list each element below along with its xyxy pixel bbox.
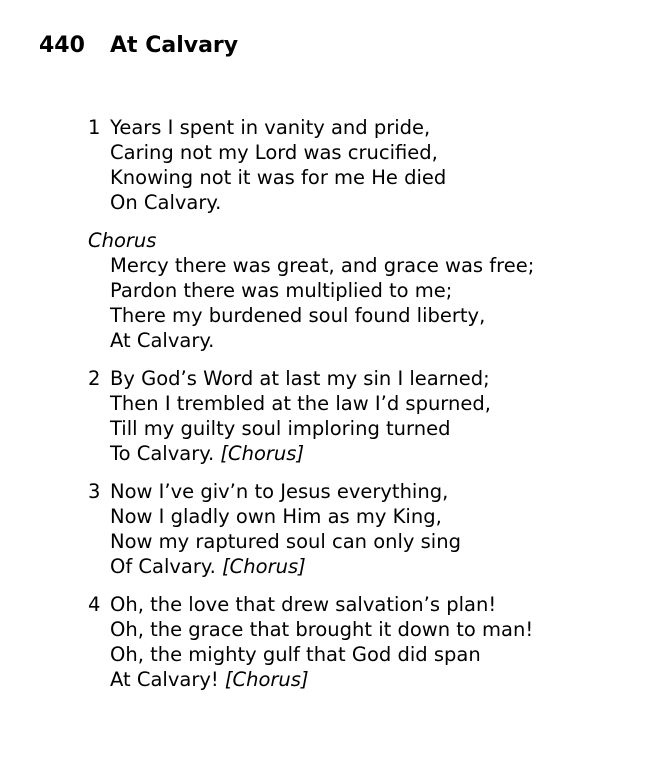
stanza-line: Knowing not it was for me He died <box>110 166 447 189</box>
chorus-reference: [Chorus] <box>224 668 309 691</box>
stanza-line: Oh, the love that drew salvation’s plan! <box>110 593 497 616</box>
chorus-line: At Calvary. <box>110 329 215 352</box>
stanza-number: 3 <box>88 480 101 503</box>
stanza-line-text: At Calvary! <box>110 668 219 691</box>
chorus-line: Pardon there was multiplied to me; <box>110 279 453 302</box>
stanza-number: 2 <box>88 367 101 390</box>
chorus-line: Mercy there was great, and grace was free; <box>110 254 535 277</box>
chorus-reference: [Chorus] <box>220 442 305 465</box>
chorus-reference: [Chorus] <box>222 555 306 578</box>
stanza-number: 1 <box>88 116 101 139</box>
stanza-line: On Calvary. <box>110 191 222 214</box>
stanza-lines <box>110 479 461 579</box>
stanza-line: Years I spent in vanity and pride, <box>110 116 431 139</box>
stanza-lines <box>110 592 533 692</box>
stanza-lines <box>110 115 446 215</box>
stanza-line <box>110 441 491 466</box>
stanza-number: 4 <box>88 593 101 616</box>
stanza-line <box>110 667 533 692</box>
stanza-line: Oh, the grace that brought it down to man! <box>110 618 534 641</box>
stanza-line: By God’s Word at last my sin I learned; <box>110 367 490 390</box>
stanza-3 <box>88 479 534 579</box>
stanza-line: Till my guilty soul imploring turned <box>110 417 451 440</box>
stanza-1 <box>88 115 534 215</box>
stanza-line: Now I gladly own Him as my King, <box>110 505 442 528</box>
hymn-number: 440 <box>39 33 85 58</box>
hymn-header <box>39 33 238 58</box>
stanza-line: Oh, the mighty gulf that God did span <box>110 643 481 666</box>
stanza-line-text: Of Calvary. <box>110 555 216 578</box>
stanza-line: Now I’ve giv’n to Jesus everything, <box>110 480 449 503</box>
chorus-lines <box>88 253 534 353</box>
chorus <box>88 228 534 353</box>
stanza-2 <box>88 366 534 466</box>
hymn-body <box>88 115 534 705</box>
stanza-line: Now my raptured soul can only sing <box>110 530 461 553</box>
hymn-title: At Calvary <box>110 33 239 58</box>
stanza-line: Caring not my Lord was crucified, <box>110 141 438 164</box>
chorus-label: Chorus <box>88 229 157 252</box>
stanza-line <box>110 554 461 579</box>
chorus-line: There my burdened soul found liberty, <box>110 304 486 327</box>
stanza-lines <box>110 366 491 466</box>
stanza-4 <box>88 592 534 692</box>
stanza-line-text: To Calvary. <box>110 442 215 465</box>
stanza-line: Then I trembled at the law I’d spurned, <box>110 392 491 415</box>
